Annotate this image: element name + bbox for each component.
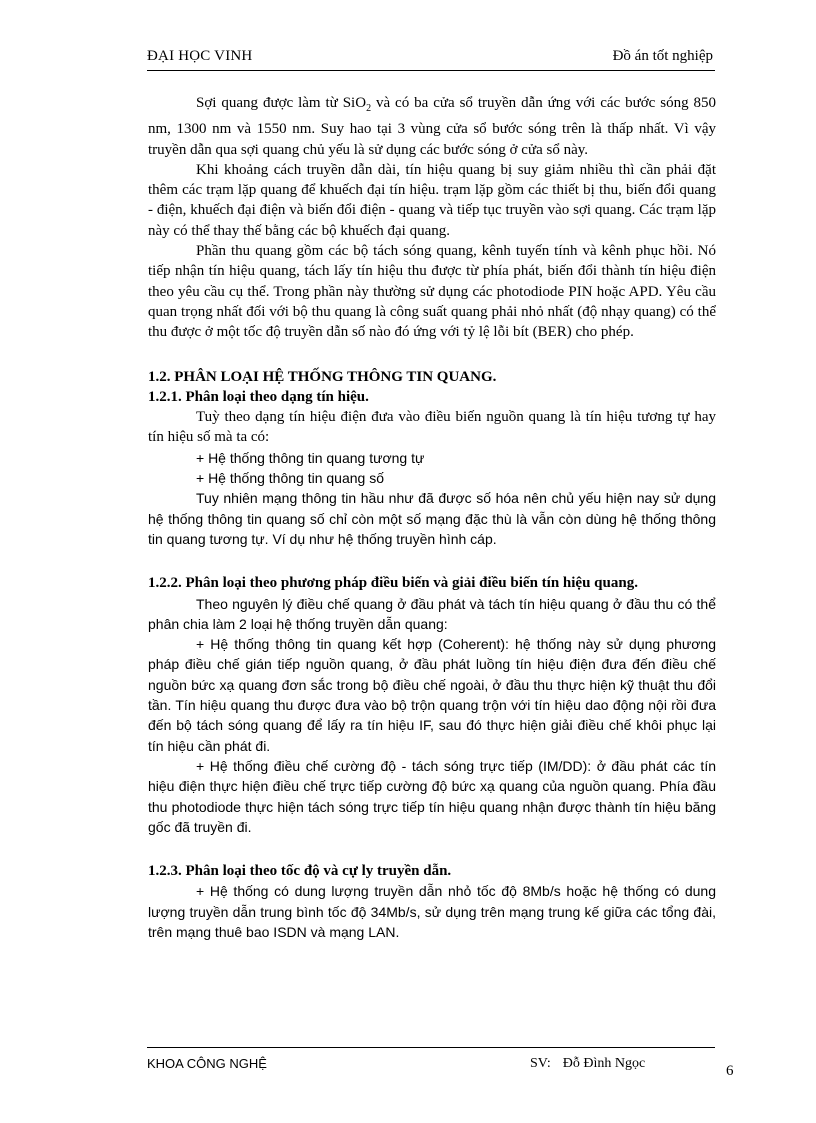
subsection-heading-1-2-1: 1.2.1. Phân loại theo dạng tín hiệu. — [148, 388, 369, 405]
section-heading-1-2: 1.2. PHÂN LOẠI HỆ THỐNG THÔNG TIN QUANG. — [148, 368, 497, 385]
list-item: + Hệ thống thông tin quang tương tự — [196, 449, 425, 466]
page-header — [147, 44, 715, 71]
paragraph-fiber-material — [148, 93, 716, 160]
list-item: + Hệ thống có dung lượng truyền dẫn nhỏ tốc độ 8Mb/s hoặc hệ thống có dung lượng truyền dẫn trung bình tốc độ 34Mb/s, sử dụng trên mạng trung kế giữa các tổng đài, trên mạng thuê bao ISDN và mạng LAN. — [148, 883, 716, 940]
page-footer — [147, 1047, 715, 1072]
subsection-heading-1-2-3: 1.2.3. Phân loại theo tốc độ và cự ly truyền dẫn. — [148, 863, 452, 880]
page-number: 6 — [726, 1063, 734, 1079]
subscript: 2 — [366, 103, 372, 114]
list-item: + Hệ thống thông tin quang kết hợp (Coherent): hệ thống này sử dụng phương pháp điều chế gián tiếp nguồn quang, ở đầu phát luồng tín hiệu điện đưa đến điều chế nguồn bức xạ quang đơn sắc trong bộ điều chế ngoài, ở đầu thu thực hiện kỹ thuật thu đổi tần. Tín hiệu quang thu được đưa vào bộ trộn quang trộn với tín hiệu dao động nội rồi đưa đến bộ tách sóng quang để lấy ra tín hiệu IF, sau đó thực hiện giải điều chế khôi phục lại tín hiệu cần phát đi. — [148, 636, 716, 754]
paragraph-text: và có ba cửa sổ truyền dẫn ứng với các bước sóng 850 nm, 1300 nm và 1550 nm. Suy hao tại 3 vùng cửa sổ bước sóng trên là thấp nhất. Vì vậy truyền dẫn qua sợi quang chủ yếu là sử dụng các bước sóng ở cửa sổ này. — [148, 95, 717, 158]
list-item: + Hệ thống điều chế cường độ - tách sóng trực tiếp (IM/DD): ở đầu phát các tín hiệu điện thực hiện điều chế trực tiếp cường độ bức xạ quang của nguồn quang. Phía đầu thu photodiode thực hiện tách sóng trực tiếp tín hiệu quang nhận được thành tín hiệu băng gốc đã truyền đi. — [148, 757, 716, 835]
paragraph-text: Sợi quang được làm từ SiO — [196, 95, 367, 111]
paragraph-digital-note: Tuy nhiên mạng thông tin hầu như đã được số hóa nên chủ yếu hiện nay sử dụng hệ thống thông tin quang số chỉ còn một số mạng đặc thù là vẫn còn dùng hệ thống thông tin quang tương tự. Ví dụ như hệ thống truyền hình cáp. — [148, 490, 716, 547]
paragraph-receiver: Phần thu quang gồm các bộ tách sóng quang, kênh tuyến tính và kênh phục hồi. Nó tiếp nhận tín hiệu quang, tách lấy tín hiệu thu được từ phía phát, biến đổi thành tín hiệu điện theo yêu cầu cụ thể. Trong phần này thường sử dụng các photodiode PIN hoặc APD. Yêu cầu quan trọng nhất đối với bộ thu quang là công suất quang phải nhỏ nhất (độ nhạy quang) có thể thu được ở một tốc độ truyền dẫn số nào đó ứng với tỷ lệ lỗi bít (BER) cho phép. — [148, 243, 716, 341]
list-item: + Hệ thống thông tin quang số — [196, 470, 384, 487]
paragraph-signal-types: Tuỳ theo dạng tín hiệu điện đưa vào điều biến nguồn quang là tín hiệu tương tự hay tín hiệu số mà ta có: — [148, 409, 716, 446]
student-label: SV: — [530, 1056, 551, 1071]
footer-faculty: KHOA CÔNG NGHỆ — [147, 1056, 267, 1071]
header-university: ĐẠI HỌC VINH — [147, 48, 253, 64]
paragraph-repeaters: Khi khoảng cách truyền dẫn dài, tín hiệu quang bị suy giảm nhiều thì cần phải đặt thêm các trạm lặp quang để khuếch đại tín hiệu. trạm lặp gồm các thiết bị thu, biến đổi quang - điện, khuếch đại điện và biến đổi điện - quang và tiếp tục truyền vào sợi quang. Các trạm lặp này có thể thay thế bằng các bộ khuếch đại quang. — [148, 161, 716, 239]
paragraph-modulation-intro: Theo nguyên lý điều chế quang ở đầu phát và tách tín hiệu quang ở đầu thu có thể phân chia làm 2 loại hệ thống truyền dẫn quang: — [148, 595, 716, 632]
footer-student — [530, 1056, 657, 1072]
student-name: Đỗ Đình Ngọc — [562, 1056, 646, 1071]
header-doc-type: Đồ án tốt nghiệp — [612, 48, 713, 64]
page-body — [148, 93, 716, 942]
subsection-heading-1-2-2: 1.2.2. Phân loại theo phương pháp điều biến và giải điều biến tín hiệu quang. — [148, 575, 638, 592]
